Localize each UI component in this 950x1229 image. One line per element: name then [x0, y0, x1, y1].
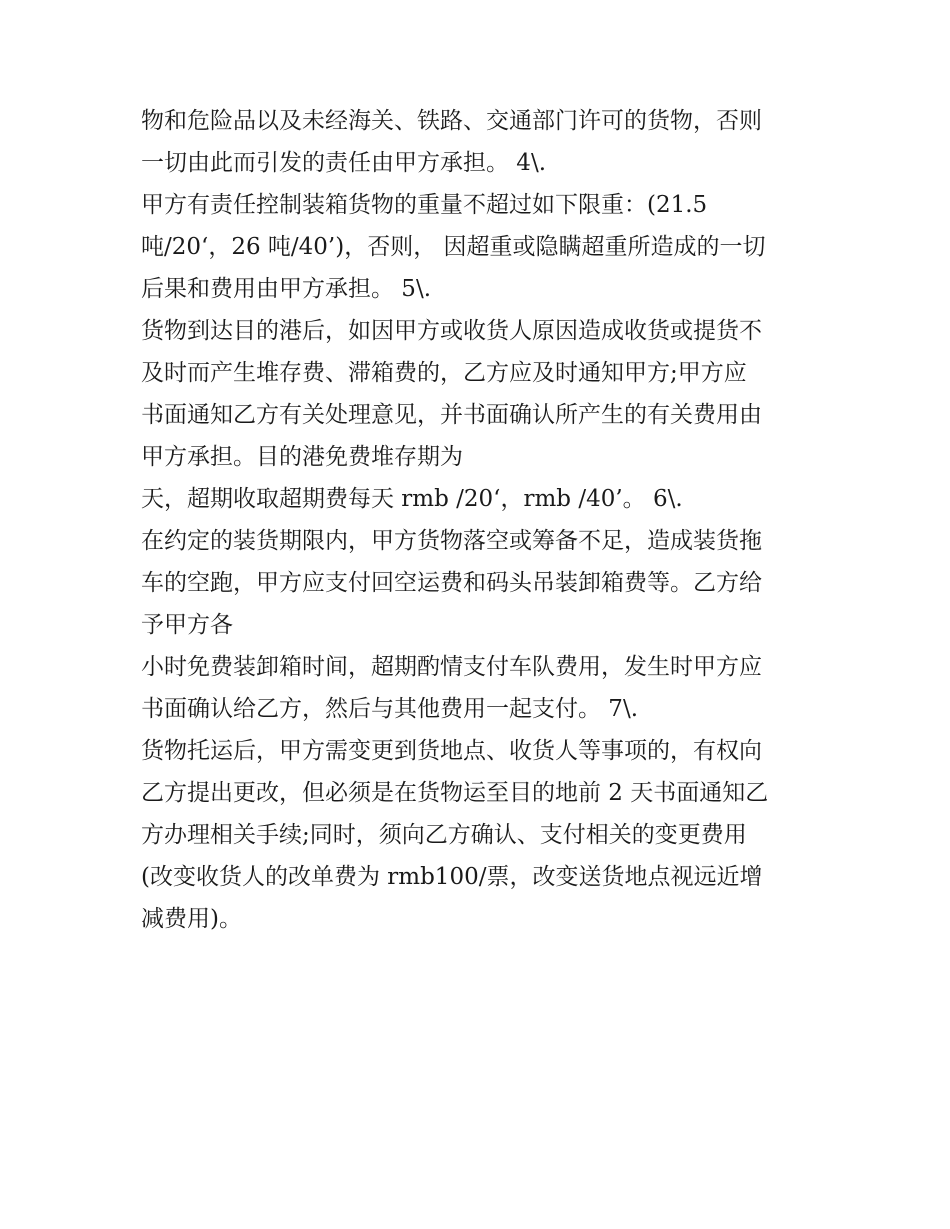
- text-line: 车的空跑，甲方应支付回空运费和码头吊装卸箱费等。乙方给: [141, 570, 762, 596]
- text-line: 吨/20‘，26 吨/40’)，否则， 因超重或隐瞒超重所造成的一切: [141, 234, 766, 260]
- text-line: 小时免费装卸箱时间，超期酌情支付车队费用，发生时甲方应: [141, 654, 762, 680]
- text-line: 书面通知乙方有关处理意见，并书面确认所产生的有关费用由: [141, 402, 762, 428]
- text-line: 书面确认给乙方，然后与其他费用一起支付。 7\.: [141, 696, 639, 722]
- text-line: 天，超期收取超期费每天 rmb /20‘，rmb /40’。 6\.: [141, 486, 683, 512]
- text-line: 一切由此而引发的责任由甲方承担。 4\.: [141, 150, 547, 176]
- text-line: 在约定的装货期限内，甲方货物落空或筹备不足，造成装货拖: [141, 528, 762, 554]
- text-line: 物和危险品以及未经海关、铁路、交通部门许可的货物，否则: [141, 108, 762, 134]
- text-line: 甲方承担。目的港免费堆存期为: [141, 444, 463, 470]
- text-line: 乙方提出更改，但必须是在货物运至目的地前 2 天书面通知乙: [141, 780, 769, 806]
- text-line: 及时而产生堆存费、滞箱费的，乙方应及时通知甲方;甲方应: [141, 360, 747, 386]
- text-line: 方办理相关手续;同时，须向乙方确认、支付相关的变更费用: [141, 822, 747, 848]
- text-line: (改变收货人的改单费为 rmb100/票，改变送货地点视远近增: [141, 864, 763, 890]
- text-line: 后果和费用由甲方承担。 5\.: [141, 276, 432, 302]
- text-line: 甲方有责任控制装箱货物的重量不超过如下限重：(21.5: [141, 192, 708, 218]
- text-line: 货物托运后，甲方需变更到货地点、收货人等事项的，有权向: [141, 738, 762, 764]
- text-line: 货物到达目的港后，如因甲方或收货人原因造成收货或提货不: [141, 318, 762, 344]
- text-line: 减费用)。: [141, 906, 242, 932]
- text-line: 予甲方各: [141, 612, 233, 638]
- document-body: [141, 108, 821, 948]
